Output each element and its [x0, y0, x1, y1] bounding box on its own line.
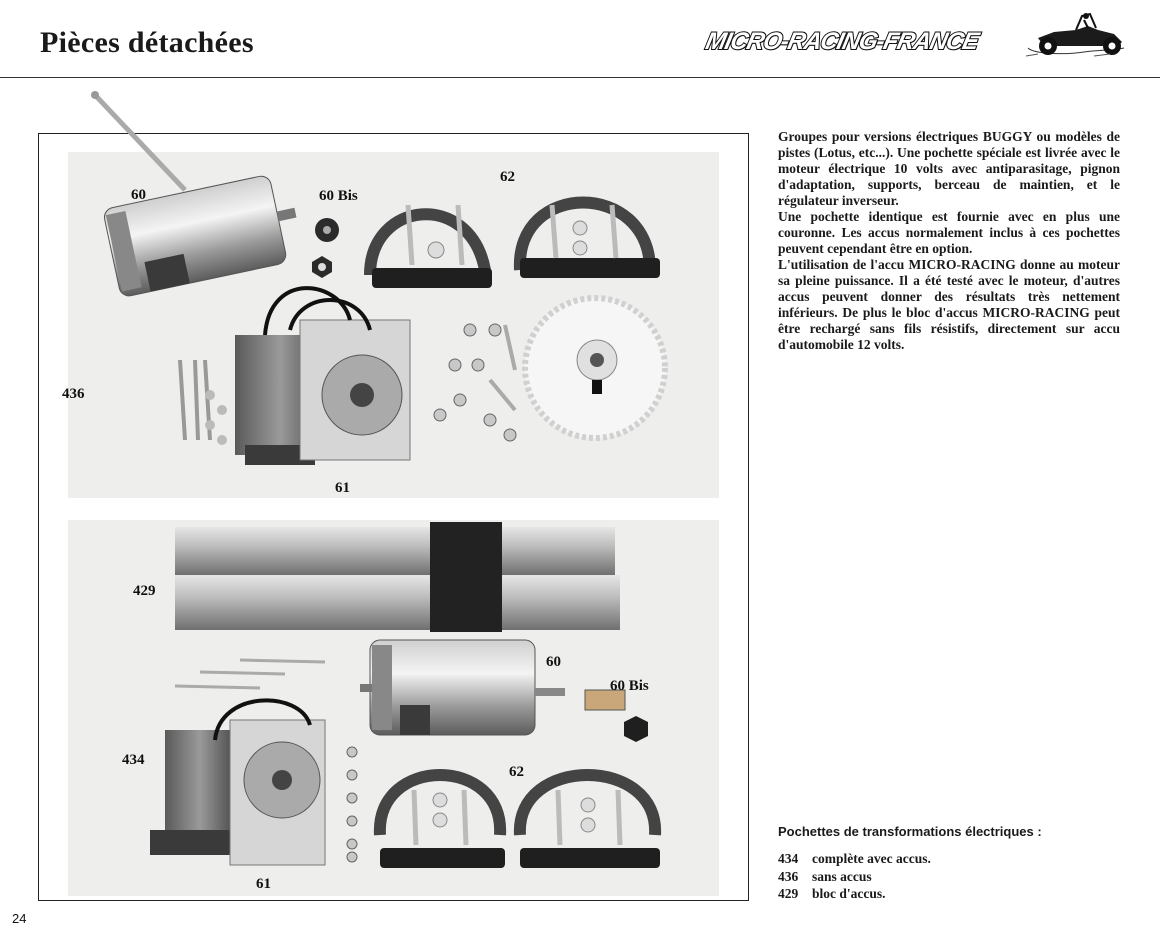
pochette-code: 436: [778, 868, 799, 884]
description-text: [778, 129, 1120, 353]
pochettes-title: Pochettes de transformations électriques :: [778, 824, 1042, 839]
description-paragraph-1: Groupes pour versions électriques BUGGY ou modèles de pistes (Lotus, etc...). Une pochette spéciale est livrée avec le moteur électrique 10 volts avec antiparasitage, pignon d'adaptation, supports, berceau de maintien, et le régulateur inverseur.: [778, 129, 1120, 208]
nuts-column-bottom: [347, 747, 357, 862]
pochette-code: 429: [778, 886, 799, 901]
pinion-60bis-top: [315, 218, 339, 242]
label-60bis-bottom: 60 Bis: [610, 678, 649, 694]
pochette-text: bloc d'accus.: [812, 886, 886, 901]
antenna-rod: [91, 91, 185, 190]
brand-logo-text: MICRO-RACING-FRANCE: [703, 28, 981, 55]
label-62-top: 62: [500, 169, 515, 185]
label-60bis-top: 60 Bis: [319, 188, 358, 204]
list-item: [778, 885, 931, 903]
label-61-bottom: 61: [256, 876, 271, 892]
long-screws-bottom: [175, 660, 325, 688]
label-436: 436: [62, 386, 85, 402]
motor-60-bottom: [360, 640, 565, 735]
page-title: Pièces détachées: [40, 26, 254, 59]
bracket-62-bottom-left: [380, 775, 505, 868]
pochette-code: 434: [778, 851, 799, 866]
label-60-top: 60: [131, 187, 146, 203]
hex-nut-top: [312, 256, 332, 278]
crown-gear: [525, 298, 665, 438]
list-item: [778, 850, 931, 868]
label-434: 434: [122, 752, 145, 768]
description-paragraph-3: L'utilisation de l'accu MICRO-RACING donne au moteur sa pleine puissance. Il a été testé avec le moteur, d'autres accus peuvent donner des résultats très nettement inférieurs. De plus le bloc d'accus MICRO-RACING peut être rechargé sans fils résistifs, directement sur accu d'automobile 12 volts.: [778, 257, 1120, 352]
label-62-bottom: 62: [509, 764, 524, 780]
battery-pack-429: [175, 522, 620, 632]
regulator-61-top: [235, 288, 410, 465]
bracket-62-right: [520, 203, 660, 279]
description-paragraph-2: Une pochette identique est fournie avec en plus une couronne. Les accus normalement inclus à ces pochettes peuvent cependant être en option.: [778, 209, 1120, 256]
pochette-text: complète avec accus.: [812, 851, 931, 866]
regulator-61-bottom: [150, 700, 325, 865]
screws-436: [180, 360, 227, 445]
page-number: 24: [12, 911, 27, 926]
pochettes-list: [778, 850, 931, 903]
hex-nut-bottom: [624, 716, 648, 742]
label-429: 429: [133, 583, 156, 599]
bracket-62-bottom-right: [520, 775, 660, 868]
bracket-62-left: [370, 205, 492, 288]
label-60-bottom: 60: [546, 654, 561, 670]
pochette-text: sans accus: [812, 868, 872, 884]
list-item: [778, 868, 931, 886]
nuts-bolts-top: [434, 324, 516, 441]
label-61-top: 61: [335, 480, 350, 496]
